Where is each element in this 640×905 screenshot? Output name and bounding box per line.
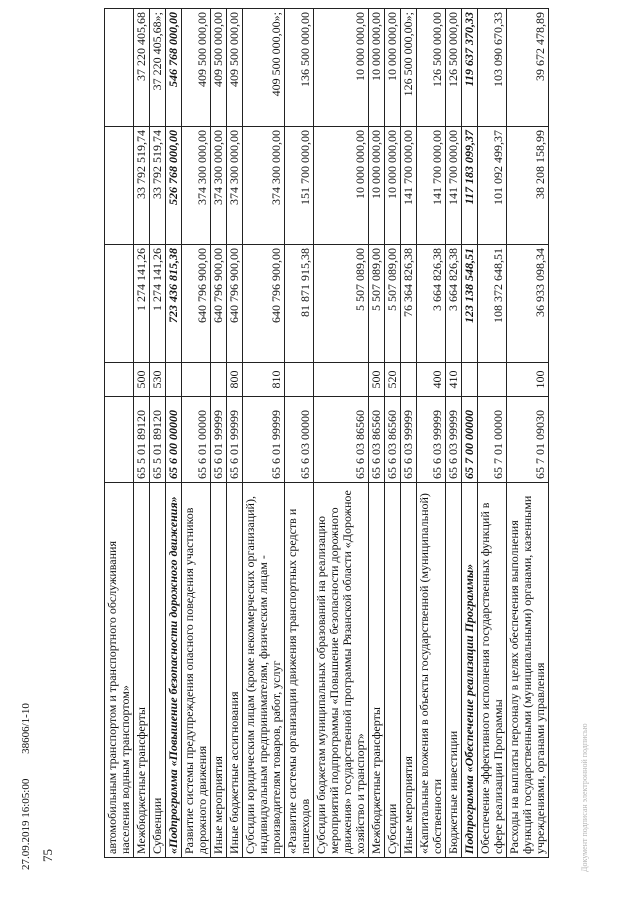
row-code-cell: 65 6 00 00000: [166, 397, 182, 483]
row-code-cell: 65 6 03 99999: [401, 397, 417, 483]
row-name-cell: автомобильным транспортом и транспортного обслуживания населения водным транспортом»: [105, 483, 134, 858]
table-row: [105, 9, 134, 858]
table-row: [446, 9, 462, 858]
row-code-cell: 65 6 01 99999: [227, 397, 243, 483]
row-value-2019-cell: 5 507 089,00: [369, 245, 385, 363]
row-value-2021-cell: 103 090 670,33: [478, 9, 507, 127]
row-value-2019-cell: 3 664 826,38: [446, 245, 462, 363]
row-value-2020-cell: 10 000 000,00: [314, 127, 369, 245]
row-name-cell: Иные мероприятия: [401, 483, 417, 858]
row-value-2020-cell: 374 300 000,00: [227, 127, 243, 245]
row-vr-cell: 800: [227, 363, 243, 397]
row-value-2021-cell: 37 220 405,68»;: [150, 9, 166, 127]
row-value-2021-cell: 546 768 000,00: [166, 9, 182, 127]
row-value-2020-cell: 38 208 158,99: [507, 127, 549, 245]
row-value-2019-cell: 81 871 915,38: [285, 245, 314, 363]
row-code-cell: 65 6 01 99999: [243, 397, 285, 483]
row-code-cell: 65 6 01 00000: [182, 397, 211, 483]
table-row: [166, 9, 182, 858]
footer-doc-code: 38606/1-10: [20, 703, 32, 754]
row-value-2019-cell: 76 364 826,38: [401, 245, 417, 363]
table-row: [314, 9, 369, 858]
row-value-2020-cell: 374 300 000,00: [243, 127, 285, 245]
row-value-2019-cell: 108 372 648,51: [478, 245, 507, 363]
row-value-2020-cell: 526 768 000,00: [166, 127, 182, 245]
row-code-cell: 65 7 00 00000: [462, 397, 478, 483]
row-code-cell: 65 6 03 86560: [369, 397, 385, 483]
row-value-2021-cell: [105, 9, 134, 127]
table-row: [369, 9, 385, 858]
table-row: [285, 9, 314, 858]
row-value-2019-cell: 5 507 089,00: [314, 245, 369, 363]
row-name-cell: Субсидии юридическим лицам (кроме некоммерческих организаций), индивидуальным предпринимателям, физическим лицам - производителям товаров, работ, услуг: [243, 483, 285, 858]
row-value-2021-cell: 409 500 000,00: [211, 9, 227, 127]
row-value-2020-cell: 374 300 000,00: [182, 127, 211, 245]
row-name-cell: Субсидии: [385, 483, 401, 858]
row-name-cell: Субсидии бюджетам муниципальных образований на реализацию мероприятий подпрограммы «Повышение безопасности дорожного движения» государственной программы Рязанской области «Дорожное хозяйство и транспорт»: [314, 483, 369, 858]
table-row: [507, 9, 549, 858]
row-vr-cell: [182, 363, 211, 397]
table-row: [462, 9, 478, 858]
row-value-2021-cell: 409 500 000,00: [182, 9, 211, 127]
row-value-2019-cell: 723 436 815,38: [166, 245, 182, 363]
row-value-2020-cell: [105, 127, 134, 245]
row-value-2020-cell: 141 700 000,00: [401, 127, 417, 245]
row-name-cell: Развитие системы предупреждения опасного поведения участников дорожного движения: [182, 483, 211, 858]
row-value-2019-cell: 123 138 548,51: [462, 245, 478, 363]
row-value-2019-cell: 640 796 900,00: [182, 245, 211, 363]
table-row: [211, 9, 227, 858]
row-value-2019-cell: 5 507 089,00: [385, 245, 401, 363]
row-value-2020-cell: 33 792 519,74: [134, 127, 150, 245]
signature-stamp: Документ подписан электронной подписью: [580, 723, 589, 872]
row-vr-cell: [314, 363, 369, 397]
row-vr-cell: 100: [507, 363, 549, 397]
row-code-cell: 65 7 01 09030: [507, 397, 549, 483]
row-value-2021-cell: 10 000 000,00: [314, 9, 369, 127]
row-name-cell: «Капитальные вложения в объекты государственной (муниципальной) собственности: [417, 483, 446, 858]
row-vr-cell: 500: [369, 363, 385, 397]
table-row: [182, 9, 211, 858]
row-value-2021-cell: 126 500 000,00: [417, 9, 446, 127]
row-code-cell: 65 5 01 89120: [134, 397, 150, 483]
row-value-2021-cell: 136 500 000,00: [285, 9, 314, 127]
table-row: [150, 9, 166, 858]
row-vr-cell: 410: [446, 363, 462, 397]
table-row: [243, 9, 285, 858]
row-vr-cell: [105, 363, 134, 397]
row-value-2021-cell: 119 637 370,33: [462, 9, 478, 127]
row-vr-cell: 520: [385, 363, 401, 397]
page-number: 75: [40, 849, 55, 862]
row-vr-cell: [211, 363, 227, 397]
row-value-2021-cell: 126 500 000,00»;: [401, 9, 417, 127]
row-value-2020-cell: 117 183 099,37: [462, 127, 478, 245]
row-value-2020-cell: 10 000 000,00: [369, 127, 385, 245]
table-row: [385, 9, 401, 858]
row-code-cell: 65 6 03 86560: [385, 397, 401, 483]
row-vr-cell: 400: [417, 363, 446, 397]
row-value-2020-cell: 141 700 000,00: [417, 127, 446, 245]
table-row: [417, 9, 446, 858]
budget-table: [104, 8, 586, 858]
row-value-2020-cell: 141 700 000,00: [446, 127, 462, 245]
row-code-cell: 65 6 03 99999: [417, 397, 446, 483]
row-vr-cell: [401, 363, 417, 397]
row-vr-cell: 810: [243, 363, 285, 397]
row-vr-cell: [285, 363, 314, 397]
row-value-2019-cell: [105, 245, 134, 363]
row-code-cell: 65 5 01 89120: [150, 397, 166, 483]
row-value-2019-cell: 640 796 900,00: [211, 245, 227, 363]
row-value-2021-cell: 10 000 000,00: [385, 9, 401, 127]
row-code-cell: 65 7 01 00000: [478, 397, 507, 483]
row-vr-cell: [478, 363, 507, 397]
footer-datetime: 27.09.2019 16:05:00: [20, 778, 32, 870]
row-code-cell: 65 6 03 86560: [314, 397, 369, 483]
row-value-2019-cell: 640 796 900,00: [227, 245, 243, 363]
row-code-cell: 65 6 03 00000: [285, 397, 314, 483]
row-value-2019-cell: 3 664 826,38: [417, 245, 446, 363]
row-value-2019-cell: 640 796 900,00: [243, 245, 285, 363]
row-value-2020-cell: 10 000 000,00: [385, 127, 401, 245]
table-row: [401, 9, 417, 858]
row-value-2019-cell: 1 274 141,26: [134, 245, 150, 363]
row-value-2020-cell: 151 700 000,00: [285, 127, 314, 245]
row-name-cell: «Подпрограмма «Повышение безопасности дорожного движения»: [166, 483, 182, 858]
row-name-cell: Иные мероприятия: [211, 483, 227, 858]
row-name-cell: Межбюджетные трансферты: [134, 483, 150, 858]
row-vr-cell: 500: [134, 363, 150, 397]
row-value-2020-cell: 374 300 000,00: [211, 127, 227, 245]
row-name-cell: Подпрограмма «Обеспечение реализации Программы»: [462, 483, 478, 858]
row-name-cell: Иные бюджетные ассигнования: [227, 483, 243, 858]
row-vr-cell: 530: [150, 363, 166, 397]
row-name-cell: Субвенции: [150, 483, 166, 858]
row-name-cell: Расходы на выплаты персоналу в целях обеспечения выполнения функций государственными (муниципальными) органами, казенными учреждениями, органами управления: [507, 483, 549, 858]
row-value-2020-cell: 33 792 519,74: [150, 127, 166, 245]
footer: [20, 681, 32, 870]
row-value-2021-cell: 126 500 000,00: [446, 9, 462, 127]
row-name-cell: Межбюджетные трансферты: [369, 483, 385, 858]
row-value-2020-cell: 101 092 499,37: [478, 127, 507, 245]
row-vr-cell: [462, 363, 478, 397]
table-row: [134, 9, 150, 858]
row-value-2021-cell: 37 220 405,68: [134, 9, 150, 127]
row-value-2019-cell: 1 274 141,26: [150, 245, 166, 363]
row-value-2019-cell: 36 933 098,34: [507, 245, 549, 363]
row-name-cell: «Развитие системы организации движения транспортных средств и пешеходов: [285, 483, 314, 858]
row-value-2021-cell: 409 500 000,00: [227, 9, 243, 127]
row-code-cell: [105, 397, 134, 483]
row-code-cell: 65 6 01 99999: [211, 397, 227, 483]
row-name-cell: Обеспечение эффективного исполнения государственных функций в сфере реализации Программы: [478, 483, 507, 858]
row-value-2021-cell: 409 500 000,00»;: [243, 9, 285, 127]
table-row: [227, 9, 243, 858]
table-row: [478, 9, 507, 858]
row-vr-cell: [166, 363, 182, 397]
row-value-2021-cell: 10 000 000,00: [369, 9, 385, 127]
row-value-2021-cell: 39 672 478,89: [507, 9, 549, 127]
row-name-cell: Бюджетные инвестиции: [446, 483, 462, 858]
row-code-cell: 65 6 03 99999: [446, 397, 462, 483]
